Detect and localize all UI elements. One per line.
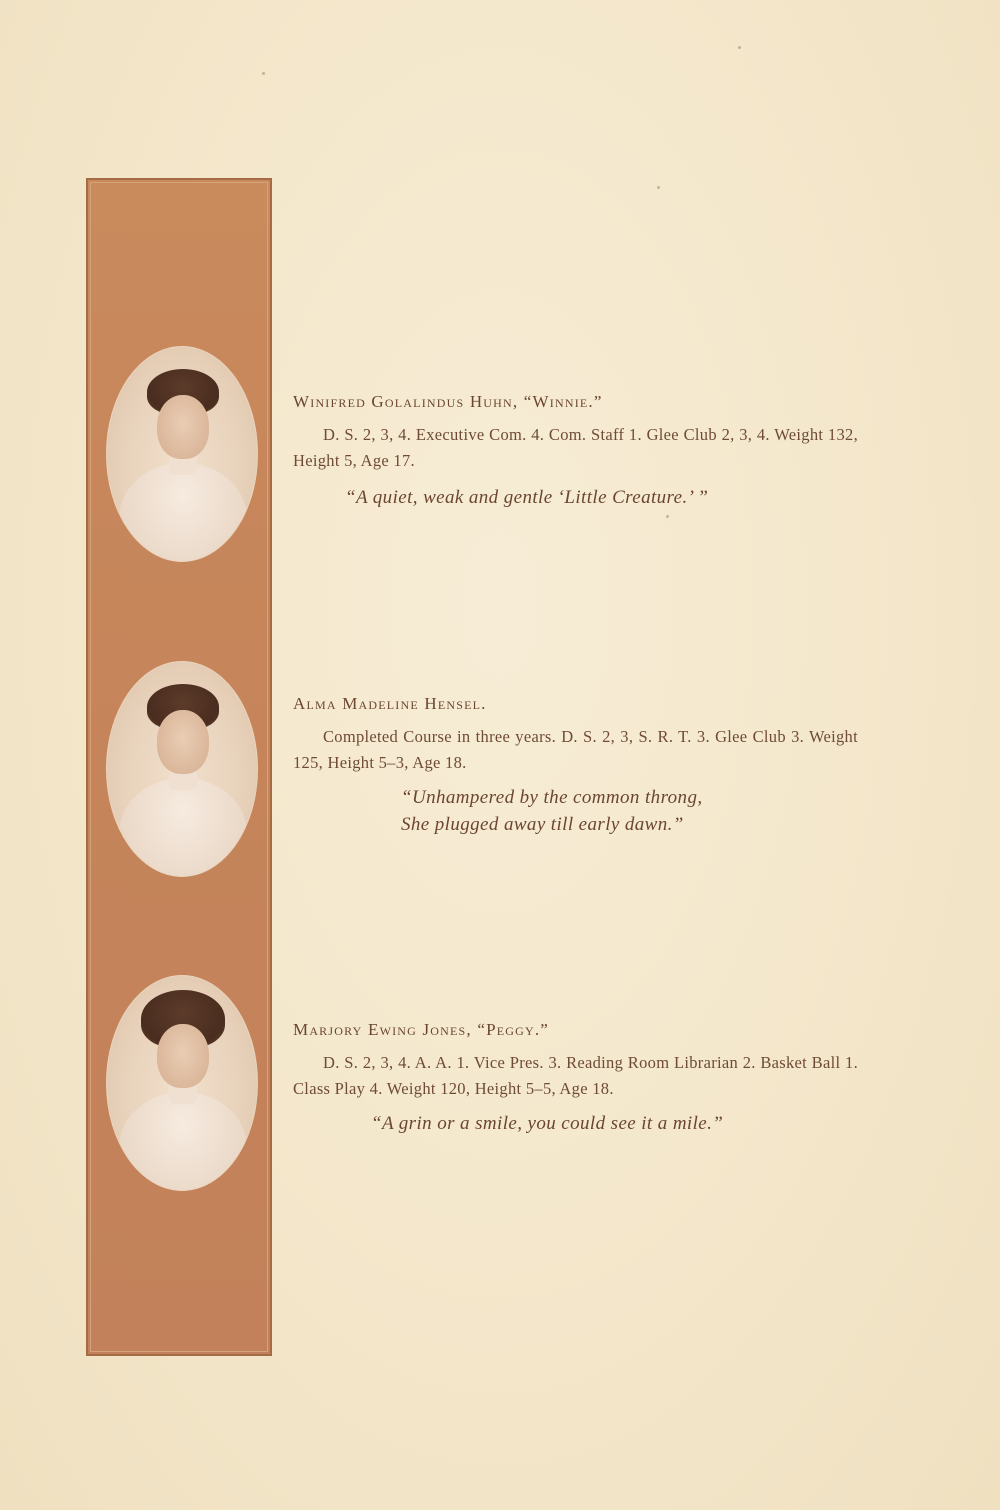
student-quote (293, 784, 858, 838)
paper-fleck (262, 72, 265, 75)
portrait-photo-huhn (106, 346, 258, 562)
portrait-photo-jones (106, 975, 258, 1191)
quote-line: “Unhampered by the common throng, (401, 787, 703, 808)
portrait-blouse (119, 778, 247, 877)
student-details: D. S. 2, 3, 4. Executive Com. 4. Com. Staff 1. Glee Club 2, 3, 4. Weight 132, Height 5, Age 17. (293, 425, 858, 470)
portrait-face (157, 395, 209, 459)
student-details: Completed Course in three years. D. S. 2, 3, S. R. T. 3. Glee Club 3. Weight 125, Height 5–3, Age 18. (293, 727, 858, 772)
portrait-blouse (119, 463, 247, 562)
paper-fleck (738, 46, 741, 49)
student-entry-hensel (293, 694, 858, 838)
student-details: D. S. 2, 3, 4. A. A. 1. Vice Pres. 3. Reading Room Librarian 2. Basket Ball 1. Class Play 4. Weight 120, Height 5–5, Age 18. (293, 1053, 858, 1098)
portrait-strip (86, 178, 272, 1356)
student-name: Winifred Golalindus Huhn, “Winnie.” (293, 392, 603, 411)
quote-line: “A grin or a smile, you could see it a mile.” (371, 1113, 724, 1134)
student-quote (293, 1110, 858, 1137)
student-name: Marjory Ewing Jones, “Peggy.” (293, 1020, 550, 1039)
quote-line: “A quiet, weak and gentle ‘Little Creature.’ ” (345, 487, 709, 508)
portrait-face (157, 710, 209, 774)
student-name: Alma Madeline Hensel. (293, 694, 487, 713)
portrait-face (157, 1024, 209, 1088)
quote-line: She plugged away till early dawn.” (401, 814, 684, 835)
paper-fleck (657, 186, 660, 189)
student-entry-jones (293, 1020, 858, 1137)
student-entry-huhn (293, 392, 858, 511)
portrait-photo-hensel (106, 661, 258, 877)
paper-fleck (666, 515, 669, 518)
student-quote (293, 484, 858, 511)
portrait-blouse (119, 1092, 247, 1191)
